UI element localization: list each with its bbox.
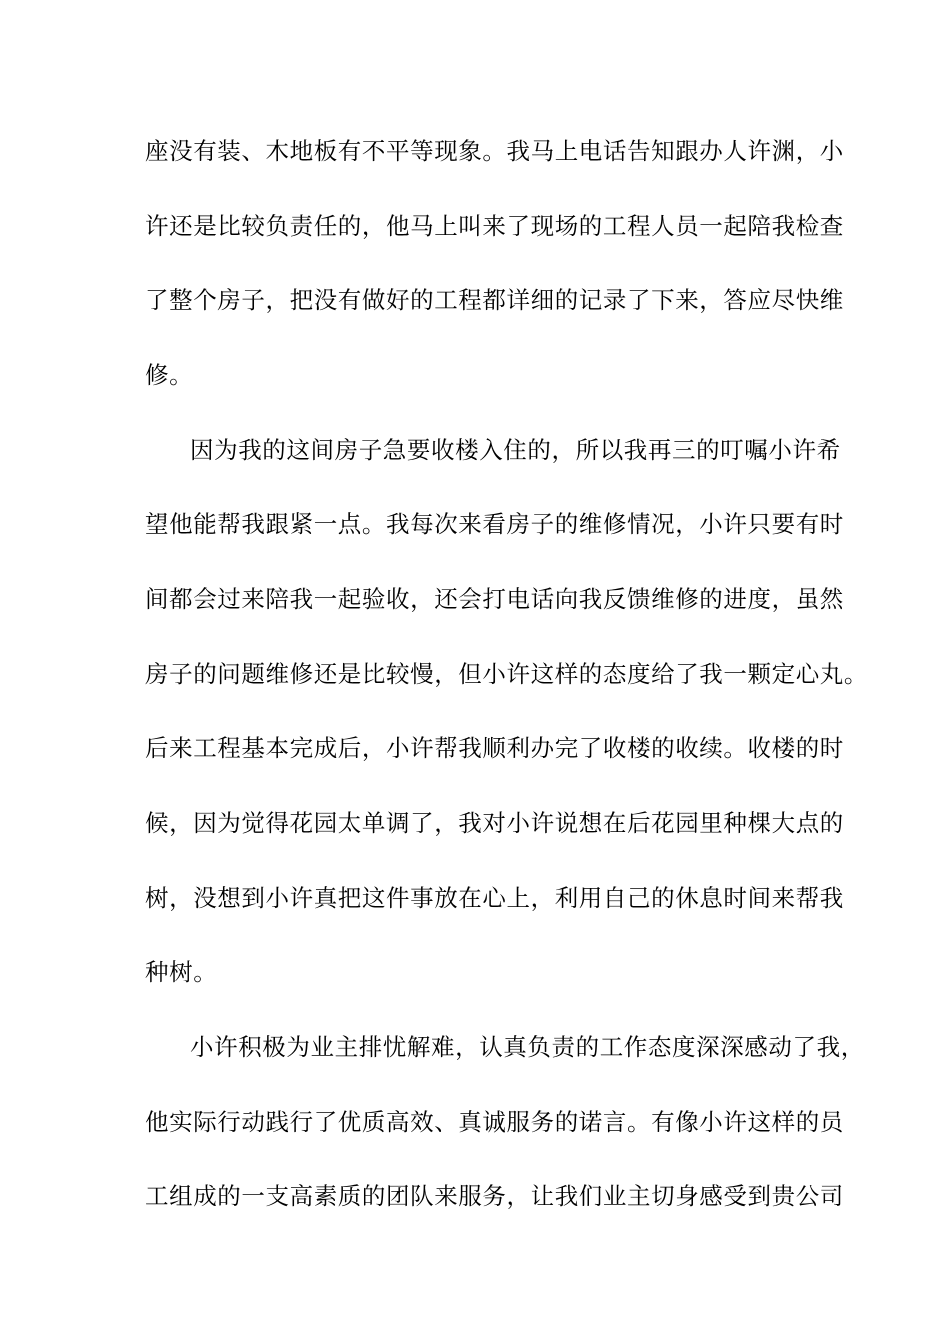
text-line: 候，因为觉得花园太单调了，我对小许说想在后花园里种棵大点的 (145, 809, 844, 837)
paragraph-first-line: 小许积极为业主排忧解难，认真负责的工作态度深深感动了我， (190, 1033, 865, 1061)
text-line: 他实际行动践行了优质高效、真诚服务的诺言。有像小许这样的员 (145, 1108, 844, 1136)
text-line: 房子的问题维修还是比较慢，但小许这样的态度给了我一颗定心丸。 (145, 660, 868, 688)
text-line: 后来工程基本完成后，小许帮我顺利办完了收楼的收续。收楼的时 (145, 734, 844, 762)
text-line: 间都会过来陪我一起验收，还会打电话向我反馈维修的进度，虽然 (145, 585, 844, 613)
text-line: 了整个房子，把没有做好的工程都详细的记录了下来，答应尽快维 (145, 286, 844, 314)
text-line: 树，没想到小许真把这件事放在心上，利用自己的休息时间来帮我 (145, 884, 844, 912)
text-line: 工组成的一支高素质的团队来服务，让我们业主切身感受到贵公司 (145, 1182, 844, 1210)
paragraph-first-line: 因为我的这间房子急要收楼入住的，所以我再三的叮嘱小许希 (190, 436, 841, 464)
text-line: 许还是比较负责任的，他马上叫来了现场的工程人员一起陪我检查 (145, 212, 844, 240)
text-line: 种树。 (145, 958, 218, 986)
text-line: 座没有装、木地板有不平等现象。我马上电话告知跟办人许渊，小 (145, 137, 844, 165)
text-line: 望他能帮我跟紧一点。我每次来看房子的维修情况，小许只要有时 (145, 510, 844, 538)
text-line: 修。 (145, 361, 194, 389)
